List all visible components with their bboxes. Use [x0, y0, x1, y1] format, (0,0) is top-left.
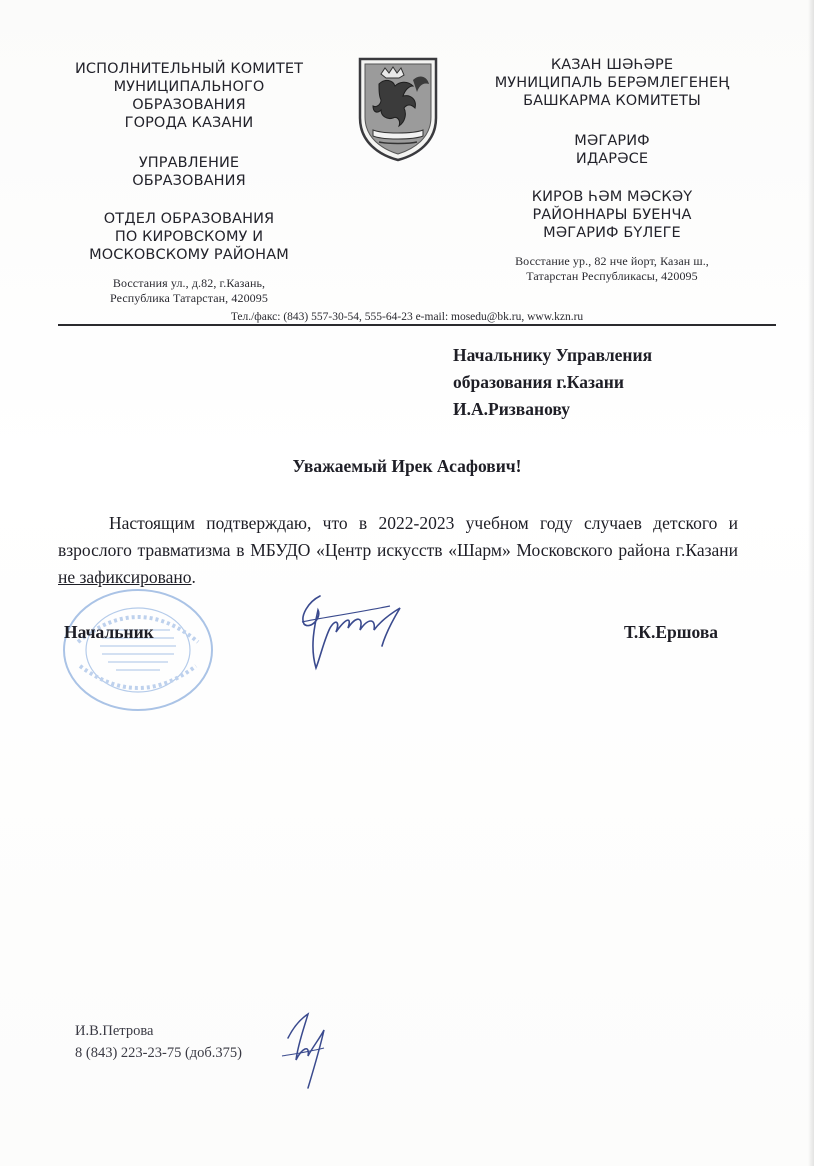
- header-left-org-line: ГОРОДА КАЗАНИ: [124, 115, 254, 131]
- header-left-sub-line: МОСКОВСКОМУ РАЙОНАМ: [89, 247, 289, 263]
- header-left-dept-line: УПРАВЛЕНИЕ: [138, 155, 240, 171]
- body-text-underlined: не зафиксировано: [58, 567, 192, 587]
- header-left-address-line: Республика Татарстан, 420095: [110, 291, 268, 305]
- header-right-dept-line: ИДАРӘСЕ: [575, 151, 649, 167]
- executor-phone: 8 (843) 223-23-75 (доб.375): [75, 1045, 242, 1061]
- header-right-org-line: БАШКАРМА КОМИТЕТЫ: [523, 93, 701, 109]
- header-right: [478, 56, 746, 284]
- body-text-main: Настоящим подтверждаю, что в 2022-2023 учебном году случаев детского и взрослого травматизма в МБУДО «Центр искусств «Шарм» Московского района г.Казани: [58, 513, 738, 560]
- official-stamp: [58, 582, 218, 714]
- contact-line: Тел./факс: (843) 557-30-54, 555-64-23 e-mail: mosedu@bk.ru, www.kzn.ru: [230, 311, 584, 323]
- signatory-title: Начальник: [64, 622, 154, 642]
- addressee-line: образования г.Казани: [453, 372, 624, 392]
- header-left-org: [58, 60, 320, 132]
- header-right-sub-line: МӘГАРИФ БҮЛЕГЕ: [543, 225, 681, 241]
- header-left-sub: [58, 210, 320, 264]
- header-right-sub-line: КИРОВ ҺӘМ МӘСКӘҮ: [531, 189, 693, 205]
- header-right-sub: [478, 188, 746, 242]
- header-left-dept-line: ОБРАЗОВАНИЯ: [132, 173, 246, 189]
- handwritten-signature: [290, 588, 420, 678]
- header-left-address: [58, 276, 320, 306]
- header-right-dept: [478, 132, 746, 168]
- addressee-line: Начальнику Управления: [453, 345, 653, 365]
- page-edge-shadow: [808, 0, 814, 1166]
- header-left: [58, 60, 320, 306]
- executor-signature: [268, 1008, 338, 1092]
- header-left-sub-line: ПО КИРОВСКОМУ И: [114, 229, 264, 245]
- header-right-address-line: Восстание ур., 82 нче йорт, Казан ш.,: [515, 254, 709, 268]
- addressee-block: [453, 342, 652, 423]
- signatory-name: Т.К.Ершова: [624, 622, 719, 642]
- header-left-org-line: МУНИЦИПАЛЬНОГО ОБРАЗОВАНИЯ: [113, 79, 265, 113]
- salutation: Уважаемый Ирек Асафович!: [292, 456, 522, 476]
- body-text-end: .: [191, 567, 196, 587]
- executor-name: И.В.Петрова: [75, 1023, 154, 1039]
- header-divider: [58, 324, 776, 326]
- header-left-org-line: ИСПОЛНИТЕЛЬНЫЙ КОМИТЕТ: [74, 61, 304, 77]
- header-right-address: [478, 254, 746, 284]
- header-right-dept-line: МӘГАРИФ: [574, 133, 650, 149]
- header-right-org: [478, 56, 746, 110]
- header-left-address-line: Восстания ул., д.82, г.Казань,: [112, 276, 266, 290]
- header-right-org-line: МУНИЦИПАЛЬ БЕРӘМЛЕГЕНЕҢ: [494, 75, 730, 91]
- header-left-sub-line: ОТДЕЛ ОБРАЗОВАНИЯ: [103, 211, 275, 227]
- header-left-dept: [58, 154, 320, 190]
- header-right-address-line: Татарстан Республикасы, 420095: [526, 269, 698, 283]
- kazan-coat-of-arms-icon: [357, 56, 439, 162]
- header-right-org-line: КАЗАН ШӘҺӘРЕ: [550, 57, 674, 73]
- addressee-line: И.А.Ризванову: [453, 399, 571, 419]
- header-right-sub-line: РАЙОННАРЫ БУЕНЧА: [532, 207, 692, 223]
- body-paragraph: [58, 510, 738, 591]
